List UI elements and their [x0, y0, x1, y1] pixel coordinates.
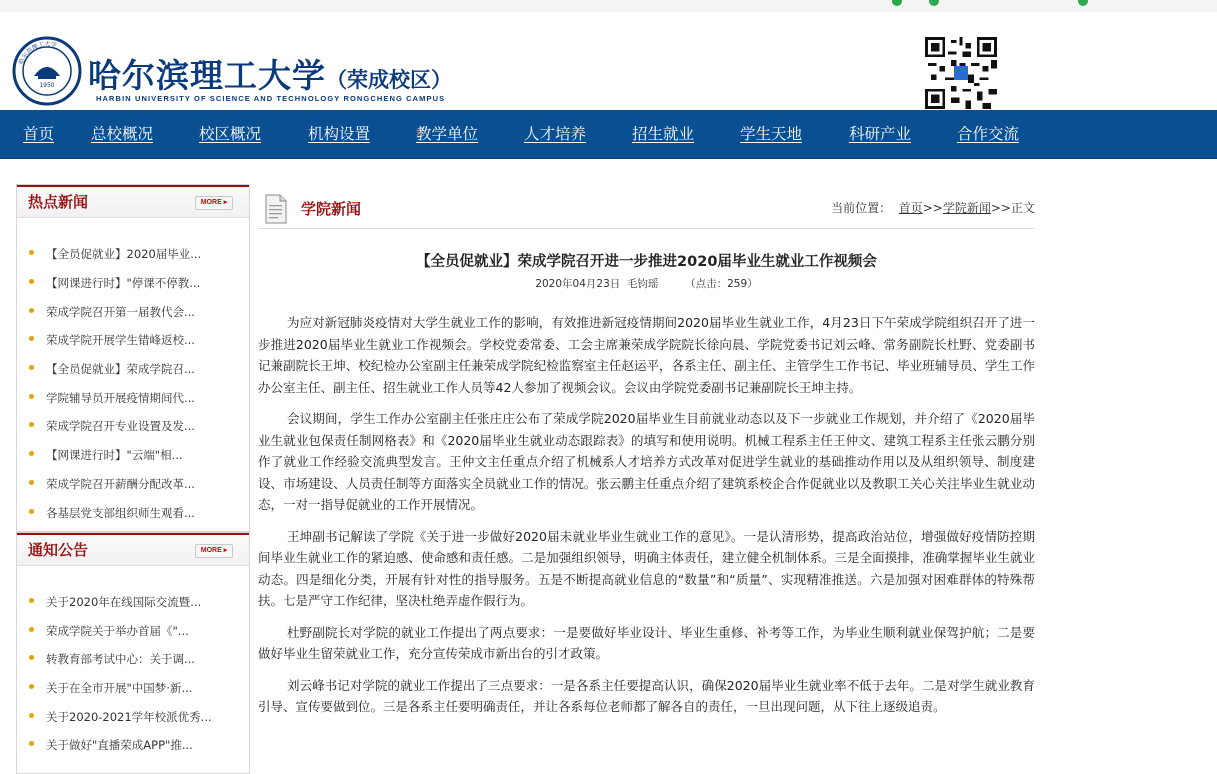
bullet-icon — [29, 279, 34, 284]
more-label: MORE — [200, 199, 222, 206]
notice-link[interactable]: 转教育部考试中心：关于调... — [46, 652, 195, 666]
hot-news-header — [17, 185, 249, 218]
hot-news-link[interactable]: 荣成学院开展学生错峰返校... — [46, 333, 195, 347]
hot-news-link[interactable]: 【网课进行时】"云端"相... — [46, 448, 183, 462]
hot-news-title: 热点新闻 — [28, 193, 89, 211]
list-item — [17, 244, 249, 264]
bullet-icon — [29, 451, 34, 456]
content-header — [258, 186, 1035, 229]
nav-student-life[interactable]: 学生天地 — [740, 125, 803, 143]
list-item — [17, 416, 249, 436]
list-item — [17, 503, 249, 523]
bullet-icon — [29, 713, 34, 718]
bullet-icon — [29, 741, 34, 746]
bullet-icon — [29, 627, 34, 632]
notices-panel — [16, 532, 250, 774]
nav-campus-overview[interactable]: 校区概况 — [199, 125, 262, 143]
bullet-icon — [29, 250, 34, 255]
bullet-icon — [29, 365, 34, 370]
hot-news-more-button[interactable]: MORE ▸ — [195, 196, 233, 210]
list-item — [17, 273, 249, 293]
nav-organization[interactable]: 机构设置 — [308, 125, 371, 143]
notice-link[interactable]: 关于2020-2021学年校派优秀... — [46, 710, 212, 724]
notice-link[interactable]: 关于做好"直播荣成APP"推... — [46, 738, 193, 752]
browser-extension-icon[interactable] — [892, 0, 902, 6]
notice-link[interactable]: 荣成学院关于举办首届《"... — [46, 624, 189, 638]
notices-header — [17, 533, 249, 566]
article-body — [258, 312, 1035, 728]
breadcrumb-section-link[interactable]: 学院新闻 — [942, 201, 991, 215]
notices-title: 通知公告 — [28, 541, 89, 559]
breadcrumb-separator: >> — [922, 201, 943, 215]
browser-extension-icon[interactable] — [929, 0, 939, 6]
nav-cooperation[interactable]: 合作交流 — [957, 125, 1020, 143]
hot-news-link[interactable]: 荣成学院召开专业设置及发... — [46, 419, 195, 433]
article-title: 【全员促就业】荣成学院召开进一步推进2020届毕业生就业工作视频会 — [416, 254, 877, 270]
notice-link[interactable]: 关于2020年在线国际交流暨... — [46, 595, 202, 609]
campus-name: （荣成校区） — [326, 67, 452, 92]
list-item — [17, 330, 249, 350]
more-label: MORE — [200, 547, 222, 554]
nav-admission-employment[interactable]: 招生就业 — [632, 125, 695, 143]
hot-news-link[interactable]: 各基层党支部组织师生观看... — [46, 506, 195, 520]
list-item — [17, 649, 249, 669]
nav-university-overview[interactable]: 总校概况 — [91, 125, 154, 143]
nav-talent-cultivation[interactable]: 人才培养 — [524, 125, 587, 143]
site-header — [0, 12, 1217, 110]
document-icon — [264, 194, 288, 224]
nav-home[interactable]: 首页 — [23, 125, 55, 143]
breadcrumb-separator: >> — [990, 201, 1011, 215]
list-item — [17, 678, 249, 698]
main-navigation — [0, 110, 1217, 159]
breadcrumb-home-link[interactable]: 首页 — [898, 201, 923, 215]
article-paragraph: 会议期间，学生工作办公室副主任张庄庄公布了荣成学院2020届毕业生目前就业动态以及下一步就业工作规划，并介绍了《2020届毕业生就业包保责任制网格表》和《2020届毕业生就业动态跟踪表》的填写和使用说明。机械工程系主任王仲文、建筑工程系主任张云鹏分别作了就业工作经验交流典型发言。王仲文主任重点介绍了机械系人才培养方式改革对促进学生就业的基础推动作用以及从组织领导、制度建设、市场建设、人员责任制等方面落实全员就业工作的情况。张云鹏主任重点介绍了建筑系校企合作促就业以及教职工关心关注毕业生就业动态，一对一指导促就业的工作开展情况。 — [258, 411, 1035, 512]
list-item — [17, 735, 249, 755]
emblem-year-text: 1950 — [39, 82, 55, 89]
qr-code-icon — [925, 37, 997, 109]
list-item — [17, 474, 249, 494]
university-name-cn: 哈尔滨理工大学 — [88, 56, 326, 95]
list-item — [17, 359, 249, 379]
notice-link[interactable]: 关于在全市开展"中国梦·新... — [46, 681, 193, 695]
list-item — [17, 302, 249, 322]
bullet-icon — [29, 308, 34, 313]
breadcrumb-prefix: 当前位置： — [831, 201, 892, 215]
article-paragraph: 王坤副书记解读了学院《关于进一步做好2020届未就业毕业生就业工作的意见》。一是认清形势，提高政治站位，增强做好疫情防控期间毕业生就业工作的紧迫感、使命感和责任感。二是加强组织领导，明确主体责任，建立健全机制体系。三是全面摸排，准确掌握毕业生就业动态。四是细化分类，开展有针对性的指导服务。五是不断提高就业信息的“数量”和“质量”、实现精准推送。六是加强对困难群体的特殊帮扶。七是严守工作纪律，坚决杜绝弄虚作假行为。 — [258, 528, 1035, 608]
hot-news-link[interactable]: 荣成学院召开薪酬分配改革... — [46, 477, 195, 491]
university-name-en: HARBIN UNIVERSITY OF SCIENCE AND TECHNOLOGY RONGCHENG CAMPUS — [96, 94, 446, 103]
article-paragraph: 刘云峰书记对学院的就业工作提出了三点要求：一是各系主任要提高认识，确保2020届毕业生就业率不低于去年。二是对学生就业教育引导、宣传要做到位。三是各系主任要明确责任，并让各系每位老师都了解各自的责任，一旦出现问题，从下往上逐级追责。 — [258, 677, 1035, 714]
nav-teaching-units[interactable]: 教学单位 — [416, 125, 479, 143]
list-item — [17, 388, 249, 408]
bullet-icon — [29, 509, 34, 514]
list-item — [17, 707, 249, 727]
university-name[interactable] — [88, 50, 452, 97]
bullet-icon — [29, 684, 34, 689]
hot-news-link[interactable]: 荣成学院召开第一届教代会... — [46, 305, 195, 319]
bullet-icon — [29, 336, 34, 341]
breadcrumb — [831, 199, 1035, 216]
article-meta: 2020年04月23日 毛钧瑶 （点击：259） — [535, 278, 758, 290]
hot-news-panel — [16, 184, 250, 532]
breadcrumb-current: 正文 — [1010, 201, 1035, 215]
browser-extension-icon[interactable] — [1078, 0, 1088, 6]
notices-more-button[interactable]: MORE ▸ — [195, 544, 233, 558]
section-title: 学院新闻 — [301, 200, 362, 218]
nav-research[interactable]: 科研产业 — [849, 125, 912, 143]
bullet-icon — [29, 480, 34, 485]
hot-news-link[interactable]: 【全员促就业】2020届毕业... — [46, 247, 202, 261]
hot-news-link[interactable]: 学院辅导员开展疫情期间代... — [46, 391, 195, 405]
article-paragraph: 杜野副院长对学院的就业工作提出了两点要求：一是要做好毕业设计、毕业生重修、补考等工作，为毕业生顺利就业保驾护航；二是要做好毕业生留荣就业工作，充分宣传荣成市新出台的引才政策。 — [258, 624, 1035, 661]
list-item — [17, 445, 249, 465]
list-item — [17, 621, 249, 641]
bullet-icon — [29, 655, 34, 660]
hot-news-link[interactable]: 【网课进行时】"停课不停教... — [46, 276, 201, 290]
article-paragraph: 为应对新冠肺炎疫情对大学生就业工作的影响，有效推进新冠疫情期间2020届毕业生就业工作，4月23日下午荣成学院组织召开了进一步推进2020届毕业生就业工作视频会。学校党委常委、工会主席兼荣成学院院长徐向晨、学院党委书记刘云峰、常务副院长杜野、党委副书记兼副院长王坤、校纪检办公室副主任兼荣成学院纪检监察室主任赵运平，各系主任、副主任、主管学生工作书记、毕业班辅导员、学生工作办公室主任、副主任、招生就业工作人员等42人参加了视频会议。会议由学院党委副书记兼副院长王坤主持。 — [258, 315, 1035, 395]
university-emblem-icon[interactable] — [12, 36, 82, 106]
hot-news-link[interactable]: 【全员促就业】荣成学院召... — [46, 362, 195, 376]
bullet-icon — [29, 394, 34, 399]
svg-text:哈尔滨理工大学: 哈尔滨理工大学 — [17, 40, 58, 66]
bullet-icon — [29, 598, 34, 603]
list-item — [17, 592, 249, 612]
bullet-icon — [29, 422, 34, 427]
